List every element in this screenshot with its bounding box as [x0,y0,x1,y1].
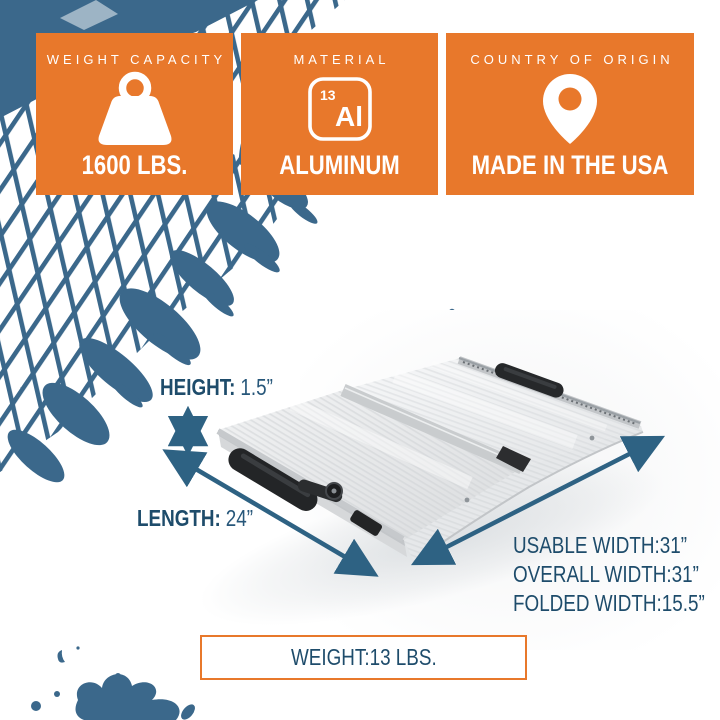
country-of-origin-value: MADE IN THE USA [471,150,669,180]
element-symbol: Al [334,100,363,132]
folded-width-label: FOLDED WIDTH:15.5” [513,590,705,616]
width-specs [513,532,720,619]
spec-card-material [241,33,438,195]
weight-spec-box: WEIGHT:13 LBS. [200,635,527,680]
usable-width-label: USABLE WIDTH:31” [513,532,687,558]
aluminum-element-icon [307,76,373,142]
material-value: ALUMINUM [279,150,400,180]
spec-card-weight-capacity [36,33,233,195]
weight-capacity-title: WEIGHT CAPACITY [46,52,227,67]
spec-card-row [36,33,694,195]
location-pin-icon [541,72,599,146]
height-label: HEIGHT: 1.5” [160,374,273,400]
length-label: LENGTH: 24” [137,505,254,531]
overall-width-label: OVERALL WIDTH:31” [513,561,699,587]
element-number: 13 [319,86,336,103]
weight-icon [89,71,181,147]
country-of-origin-title: COUNTRY OF ORIGIN [470,52,674,67]
material-title: MATERIAL [293,52,390,67]
weight-capacity-value: 1600 LBS. [81,150,188,180]
spec-card-country-of-origin [446,33,694,195]
